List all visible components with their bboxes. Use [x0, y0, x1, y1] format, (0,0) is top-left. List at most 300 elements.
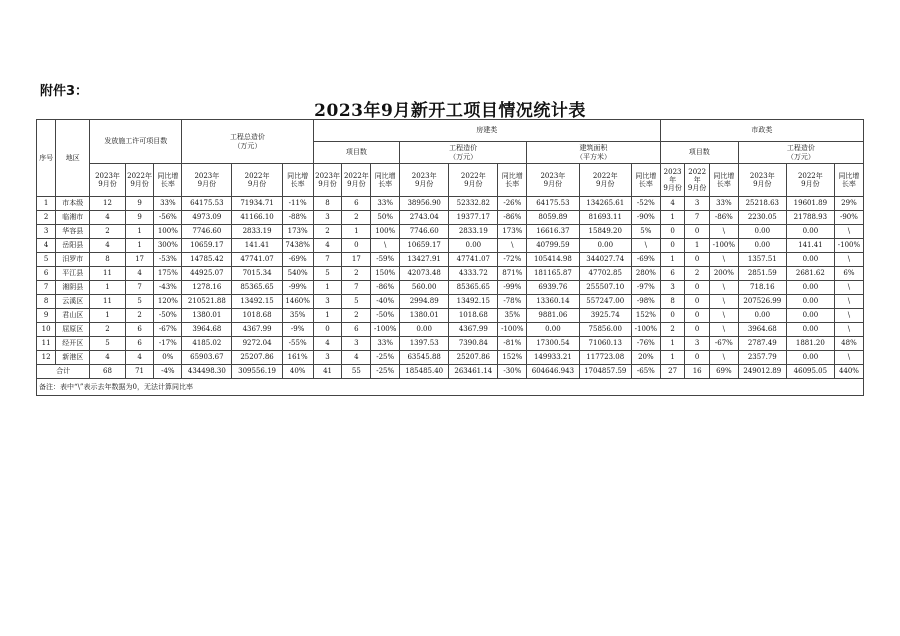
total-hc23: 185485.40 [400, 365, 449, 379]
cell-hayoy: 20% [631, 351, 660, 365]
cell-mcyoy: 29% [834, 197, 863, 211]
cell-hayoy: -69% [631, 253, 660, 267]
cell-hn23: 2 [313, 225, 342, 239]
subheader-yoy: 同比增 长率 [498, 164, 527, 197]
cell-c23: 65903.67 [182, 351, 232, 365]
subheader-yoy: 同比增 长率 [834, 164, 863, 197]
cell-mnyoy: \ [709, 253, 738, 267]
cell-p23: 2 [90, 225, 125, 239]
cell-hc22: 52332.82 [449, 197, 498, 211]
cell-hcyoy: 152% [498, 351, 527, 365]
cell-hn23: 1 [313, 281, 342, 295]
cell-region: 经开区 [56, 337, 90, 351]
cell-region: 汨罗市 [56, 253, 90, 267]
cell-hcyoy: 35% [498, 309, 527, 323]
cell-cyoy: -99% [282, 281, 313, 295]
cell-ha23: 64175.53 [527, 197, 579, 211]
cell-ha23: 105414.98 [527, 253, 579, 267]
table-row [37, 281, 864, 295]
table-row [37, 267, 864, 281]
cell-hc23: 13427.91 [400, 253, 449, 267]
cell-c22: 71934.71 [232, 197, 282, 211]
cell-hc22: 85365.65 [449, 281, 498, 295]
header-cost-group: 工程总造价 （万元） [182, 120, 313, 164]
cell-hnyoy: 33% [371, 337, 400, 351]
total-row [37, 365, 864, 379]
subheader-y2023: 2023年 9月份 [182, 164, 232, 197]
cell-hcyoy: -78% [498, 295, 527, 309]
cell-ha22: 3925.74 [579, 309, 631, 323]
cell-pyoy: 33% [154, 197, 182, 211]
table-row [37, 239, 864, 253]
cell-mnyoy: \ [709, 351, 738, 365]
cell-mn22: 0 [685, 309, 710, 323]
cell-hc23: 2994.89 [400, 295, 449, 309]
cell-mn23: 0 [660, 309, 685, 323]
cell-hn23: 5 [313, 267, 342, 281]
cell-ha22: 0.00 [579, 239, 631, 253]
cell-ha23: 17300.54 [527, 337, 579, 351]
cell-region: 平江县 [56, 267, 90, 281]
cell-hcyoy: -99% [498, 281, 527, 295]
table-row [37, 351, 864, 365]
cell-mcyoy: \ [834, 309, 863, 323]
table-row [37, 225, 864, 239]
cell-ha22: 117723.08 [579, 351, 631, 365]
cell-hn22: 2 [342, 309, 371, 323]
cell-region: 岳阳县 [56, 239, 90, 253]
cell-seq: 12 [37, 351, 56, 365]
cell-mn22: 0 [685, 351, 710, 365]
cell-mcyoy: \ [834, 351, 863, 365]
cell-hc22: 1018.68 [449, 309, 498, 323]
cell-mc23: 3964.68 [738, 323, 786, 337]
subheader-y2023: 2023年 9月份 [313, 164, 342, 197]
cell-seq: 7 [37, 281, 56, 295]
table-row [37, 295, 864, 309]
cell-pyoy: -67% [154, 323, 182, 337]
subheader-y2022: 2022年 9月份 [342, 164, 371, 197]
cell-mn23: 1 [660, 337, 685, 351]
cell-hcyoy: -100% [498, 323, 527, 337]
cell-c22: 25207.86 [232, 351, 282, 365]
cell-pyoy: 0% [154, 351, 182, 365]
cell-mc23: 1357.51 [738, 253, 786, 267]
cell-ha22: 557247.00 [579, 295, 631, 309]
cell-mc22: 0.00 [786, 295, 834, 309]
cell-c23: 4973.09 [182, 211, 232, 225]
cell-hn23: 4 [313, 337, 342, 351]
statistics-table [36, 119, 864, 396]
table-row [37, 323, 864, 337]
subheader-y2022: 2022年 9月份 [449, 164, 498, 197]
cell-mn22: 0 [685, 225, 710, 239]
cell-p22: 17 [125, 253, 154, 267]
cell-region: 新港区 [56, 351, 90, 365]
cell-hcyoy: -86% [498, 211, 527, 225]
cell-mc22: 21788.93 [786, 211, 834, 225]
total-p23: 68 [90, 365, 125, 379]
cell-region: 屈原区 [56, 323, 90, 337]
cell-hayoy: -100% [631, 323, 660, 337]
cell-hc23: 38956.90 [400, 197, 449, 211]
cell-mcyoy: \ [834, 295, 863, 309]
total-mcyoy: 440% [834, 365, 863, 379]
cell-mn23: 3 [660, 281, 685, 295]
total-mn23: 27 [660, 365, 685, 379]
cell-seq: 11 [37, 337, 56, 351]
subheader-y2023: 2023年 9月份 [738, 164, 786, 197]
cell-hayoy: \ [631, 239, 660, 253]
cell-c23: 1278.16 [182, 281, 232, 295]
cell-pyoy: 175% [154, 267, 182, 281]
footnote: 备注：表中“\”表示去年数据为0，无法计算同比率 [37, 379, 864, 396]
cell-hnyoy: 50% [371, 211, 400, 225]
header-housing-count: 项目数 [313, 142, 399, 164]
cell-seq: 3 [37, 225, 56, 239]
total-hn23: 41 [313, 365, 342, 379]
cell-hn23: 3 [313, 211, 342, 225]
cell-hnyoy: \ [371, 239, 400, 253]
cell-p22: 9 [125, 197, 154, 211]
cell-ha23: 40799.59 [527, 239, 579, 253]
cell-p23: 4 [90, 351, 125, 365]
cell-mnyoy: \ [709, 309, 738, 323]
cell-c23: 3964.68 [182, 323, 232, 337]
cell-hcyoy: 871% [498, 267, 527, 281]
cell-mn22: 2 [685, 267, 710, 281]
cell-p23: 4 [90, 211, 125, 225]
header-seq: 序号 [37, 120, 56, 197]
cell-mcyoy: \ [834, 253, 863, 267]
cell-mnyoy: \ [709, 323, 738, 337]
cell-hn22: 17 [342, 253, 371, 267]
subheader-yoy: 同比增 长率 [282, 164, 313, 197]
cell-p22: 4 [125, 267, 154, 281]
cell-cyoy: 173% [282, 225, 313, 239]
attachment-label: 附件3： [40, 84, 89, 99]
cell-p23: 12 [90, 197, 125, 211]
cell-p23: 1 [90, 281, 125, 295]
cell-ha22: 134265.61 [579, 197, 631, 211]
cell-pyoy: -53% [154, 253, 182, 267]
cell-hc23: 63545.88 [400, 351, 449, 365]
cell-ha22: 81693.11 [579, 211, 631, 225]
cell-ha22: 71060.13 [579, 337, 631, 351]
cell-cyoy: -9% [282, 323, 313, 337]
cell-ha23: 6939.76 [527, 281, 579, 295]
cell-hayoy: -97% [631, 281, 660, 295]
cell-pyoy: -43% [154, 281, 182, 295]
cell-mn23: 1 [660, 211, 685, 225]
cell-hnyoy: 100% [371, 225, 400, 239]
cell-hc22: 47741.07 [449, 253, 498, 267]
cell-p22: 2 [125, 309, 154, 323]
cell-hn23: 3 [313, 351, 342, 365]
cell-hnyoy: 33% [371, 197, 400, 211]
cell-mnyoy: 33% [709, 197, 738, 211]
cell-region: 君山区 [56, 309, 90, 323]
cell-ha22: 255507.10 [579, 281, 631, 295]
cell-pyoy: 300% [154, 239, 182, 253]
cell-hnyoy: 150% [371, 267, 400, 281]
table-row [37, 309, 864, 323]
subheader-yoy: 同比增 长率 [371, 164, 400, 197]
cell-ha23: 13360.14 [527, 295, 579, 309]
header-housing-cost: 工程造价 （万元） [400, 142, 527, 164]
total-hn22: 55 [342, 365, 371, 379]
cell-mc23: 25218.63 [738, 197, 786, 211]
subheader-y2023: 2023年 9月份 [90, 164, 125, 197]
cell-hnyoy: -40% [371, 295, 400, 309]
cell-hn22: 7 [342, 281, 371, 295]
cell-hn22: 3 [342, 337, 371, 351]
cell-mc22: 0.00 [786, 225, 834, 239]
table-body [37, 197, 864, 396]
subheader-y2022: 2022年 9月份 [685, 164, 710, 197]
cell-seq: 1 [37, 197, 56, 211]
cell-hnyoy: -59% [371, 253, 400, 267]
cell-hnyoy: -50% [371, 309, 400, 323]
cell-c22: 2833.19 [232, 225, 282, 239]
cell-p23: 1 [90, 309, 125, 323]
cell-p22: 5 [125, 295, 154, 309]
cell-hn22: 0 [342, 239, 371, 253]
cell-seq: 8 [37, 295, 56, 309]
cell-mcyoy: \ [834, 281, 863, 295]
total-mc23: 249012.89 [738, 365, 786, 379]
cell-cyoy: 1460% [282, 295, 313, 309]
cell-mc22: 141.41 [786, 239, 834, 253]
total-c22: 309556.19 [232, 365, 282, 379]
cell-seq: 5 [37, 253, 56, 267]
cell-hayoy: 152% [631, 309, 660, 323]
cell-hn23: 1 [313, 309, 342, 323]
cell-mnyoy: -86% [709, 211, 738, 225]
cell-ha23: 16616.37 [527, 225, 579, 239]
cell-mnyoy: 200% [709, 267, 738, 281]
total-mn22: 16 [685, 365, 710, 379]
cell-mc23: 0.00 [738, 225, 786, 239]
cell-hnyoy: -25% [371, 351, 400, 365]
cell-hcyoy: \ [498, 239, 527, 253]
cell-mn23: 2 [660, 323, 685, 337]
cell-hn22: 6 [342, 323, 371, 337]
cell-mcyoy: -90% [834, 211, 863, 225]
cell-seq: 6 [37, 267, 56, 281]
cell-c22: 9272.04 [232, 337, 282, 351]
subheader-y2022: 2022年 9月份 [786, 164, 834, 197]
cell-cyoy: 35% [282, 309, 313, 323]
cell-c22: 47741.07 [232, 253, 282, 267]
cell-p23: 11 [90, 267, 125, 281]
cell-hc23: 560.00 [400, 281, 449, 295]
cell-hc23: 10659.17 [400, 239, 449, 253]
cell-hcyoy: -81% [498, 337, 527, 351]
cell-pyoy: 100% [154, 225, 182, 239]
total-p22: 71 [125, 365, 154, 379]
total-mnyoy: 69% [709, 365, 738, 379]
cell-ha22: 47702.85 [579, 267, 631, 281]
cell-p23: 11 [90, 295, 125, 309]
cell-c23: 4185.02 [182, 337, 232, 351]
header-housing-group: 房建类 [313, 120, 660, 142]
cell-cyoy: 7438% [282, 239, 313, 253]
cell-region: 华容县 [56, 225, 90, 239]
cell-p23: 4 [90, 239, 125, 253]
cell-hnyoy: -86% [371, 281, 400, 295]
cell-ha23: 149933.21 [527, 351, 579, 365]
cell-hayoy: -90% [631, 211, 660, 225]
cell-mcyoy: \ [834, 323, 863, 337]
cell-c22: 4367.99 [232, 323, 282, 337]
header-municipal-group: 市政类 [660, 120, 863, 142]
cell-mn22: 3 [685, 337, 710, 351]
cell-c23: 210521.88 [182, 295, 232, 309]
total-ha22: 1704857.59 [579, 365, 631, 379]
header-municipal-cost: 工程造价 （万元） [738, 142, 863, 164]
cell-hc22: 25207.86 [449, 351, 498, 365]
cell-c22: 41166.10 [232, 211, 282, 225]
cell-hc23: 42073.48 [400, 267, 449, 281]
cell-hc23: 0.00 [400, 323, 449, 337]
cell-hc22: 0.00 [449, 239, 498, 253]
cell-hayoy: -76% [631, 337, 660, 351]
cell-seq: 4 [37, 239, 56, 253]
cell-c23: 1380.01 [182, 309, 232, 323]
cell-mn22: 0 [685, 323, 710, 337]
cell-mn22: 1 [685, 239, 710, 253]
cell-hc22: 7390.84 [449, 337, 498, 351]
cell-hn23: 7 [313, 253, 342, 267]
subheader-y2023: 2023年 9月份 [660, 164, 685, 197]
cell-hayoy: 5% [631, 225, 660, 239]
cell-mc23: 2851.59 [738, 267, 786, 281]
cell-p22: 4 [125, 351, 154, 365]
cell-hc22: 4367.99 [449, 323, 498, 337]
total-hc22: 263461.14 [449, 365, 498, 379]
cell-hn23: 8 [313, 197, 342, 211]
header-region: 地区 [56, 120, 90, 197]
cell-p22: 1 [125, 239, 154, 253]
cell-region: 云溪区 [56, 295, 90, 309]
subheader-y2022: 2022年 9月份 [125, 164, 154, 197]
cell-mc22: 2681.62 [786, 267, 834, 281]
cell-c23: 14785.42 [182, 253, 232, 267]
cell-hn23: 3 [313, 295, 342, 309]
cell-p22: 7 [125, 281, 154, 295]
cell-cyoy: -88% [282, 211, 313, 225]
total-label: 合计 [37, 365, 90, 379]
table-row [37, 211, 864, 225]
cell-hnyoy: -100% [371, 323, 400, 337]
cell-cyoy: -11% [282, 197, 313, 211]
cell-mnyoy: \ [709, 295, 738, 309]
table-row [37, 197, 864, 211]
cell-mn23: 1 [660, 351, 685, 365]
cell-c23: 10659.17 [182, 239, 232, 253]
cell-mcyoy: 6% [834, 267, 863, 281]
cell-p22: 9 [125, 211, 154, 225]
cell-hn22: 2 [342, 267, 371, 281]
cell-hc23: 2743.04 [400, 211, 449, 225]
cell-mn23: 6 [660, 267, 685, 281]
page-title: 2023年9月新开工项目情况统计表 [314, 101, 586, 121]
cell-c22: 7015.34 [232, 267, 282, 281]
cell-mn23: 0 [660, 225, 685, 239]
cell-hn23: 0 [313, 323, 342, 337]
total-hnyoy: -25% [371, 365, 400, 379]
cell-cyoy: -55% [282, 337, 313, 351]
cell-c22: 13492.15 [232, 295, 282, 309]
cell-ha22: 15849.20 [579, 225, 631, 239]
cell-c22: 85365.65 [232, 281, 282, 295]
cell-c23: 7746.60 [182, 225, 232, 239]
cell-hn22: 1 [342, 225, 371, 239]
cell-ha22: 75856.00 [579, 323, 631, 337]
cell-region: 市本级 [56, 197, 90, 211]
cell-hcyoy: -26% [498, 197, 527, 211]
cell-hn23: 4 [313, 239, 342, 253]
cell-p23: 2 [90, 323, 125, 337]
cell-mc23: 0.00 [738, 239, 786, 253]
cell-hc22: 4333.72 [449, 267, 498, 281]
cell-region: 湘阴县 [56, 281, 90, 295]
cell-mn22: 3 [685, 197, 710, 211]
cell-mn22: 7 [685, 211, 710, 225]
cell-mnyoy: -100% [709, 239, 738, 253]
cell-p23: 5 [90, 337, 125, 351]
cell-hc22: 19377.17 [449, 211, 498, 225]
cell-mc23: 0.00 [738, 309, 786, 323]
cell-mn23: 8 [660, 295, 685, 309]
total-cyoy: 40% [282, 365, 313, 379]
subheader-yoy: 同比增 长率 [709, 164, 738, 197]
cell-p22: 6 [125, 323, 154, 337]
cell-c23: 64175.53 [182, 197, 232, 211]
cell-mc23: 2230.05 [738, 211, 786, 225]
cell-p23: 8 [90, 253, 125, 267]
cell-mc22: 1881.20 [786, 337, 834, 351]
cell-seq: 2 [37, 211, 56, 225]
cell-c22: 141.41 [232, 239, 282, 253]
cell-p22: 1 [125, 225, 154, 239]
cell-hn22: 2 [342, 211, 371, 225]
cell-hcyoy: -72% [498, 253, 527, 267]
cell-mc23: 2787.49 [738, 337, 786, 351]
cell-seq: 9 [37, 309, 56, 323]
cell-mnyoy: -67% [709, 337, 738, 351]
cell-mc23: 2357.79 [738, 351, 786, 365]
cell-hc23: 1397.53 [400, 337, 449, 351]
total-ha23: 604646.943 [527, 365, 579, 379]
cell-mcyoy: -100% [834, 239, 863, 253]
subheader-row [37, 164, 864, 197]
header-permit-group: 发放施工许可项目数 [90, 120, 182, 164]
cell-hayoy: -98% [631, 295, 660, 309]
cell-mn22: 0 [685, 295, 710, 309]
cell-ha22: 344027.74 [579, 253, 631, 267]
cell-pyoy: -17% [154, 337, 182, 351]
cell-mc22: 0.00 [786, 281, 834, 295]
cell-hc22: 2833.19 [449, 225, 498, 239]
cell-cyoy: -69% [282, 253, 313, 267]
cell-mc22: 0.00 [786, 351, 834, 365]
cell-mc22: 0.00 [786, 323, 834, 337]
cell-hcyoy: 173% [498, 225, 527, 239]
cell-mc22: 19601.89 [786, 197, 834, 211]
total-hayoy: -65% [631, 365, 660, 379]
